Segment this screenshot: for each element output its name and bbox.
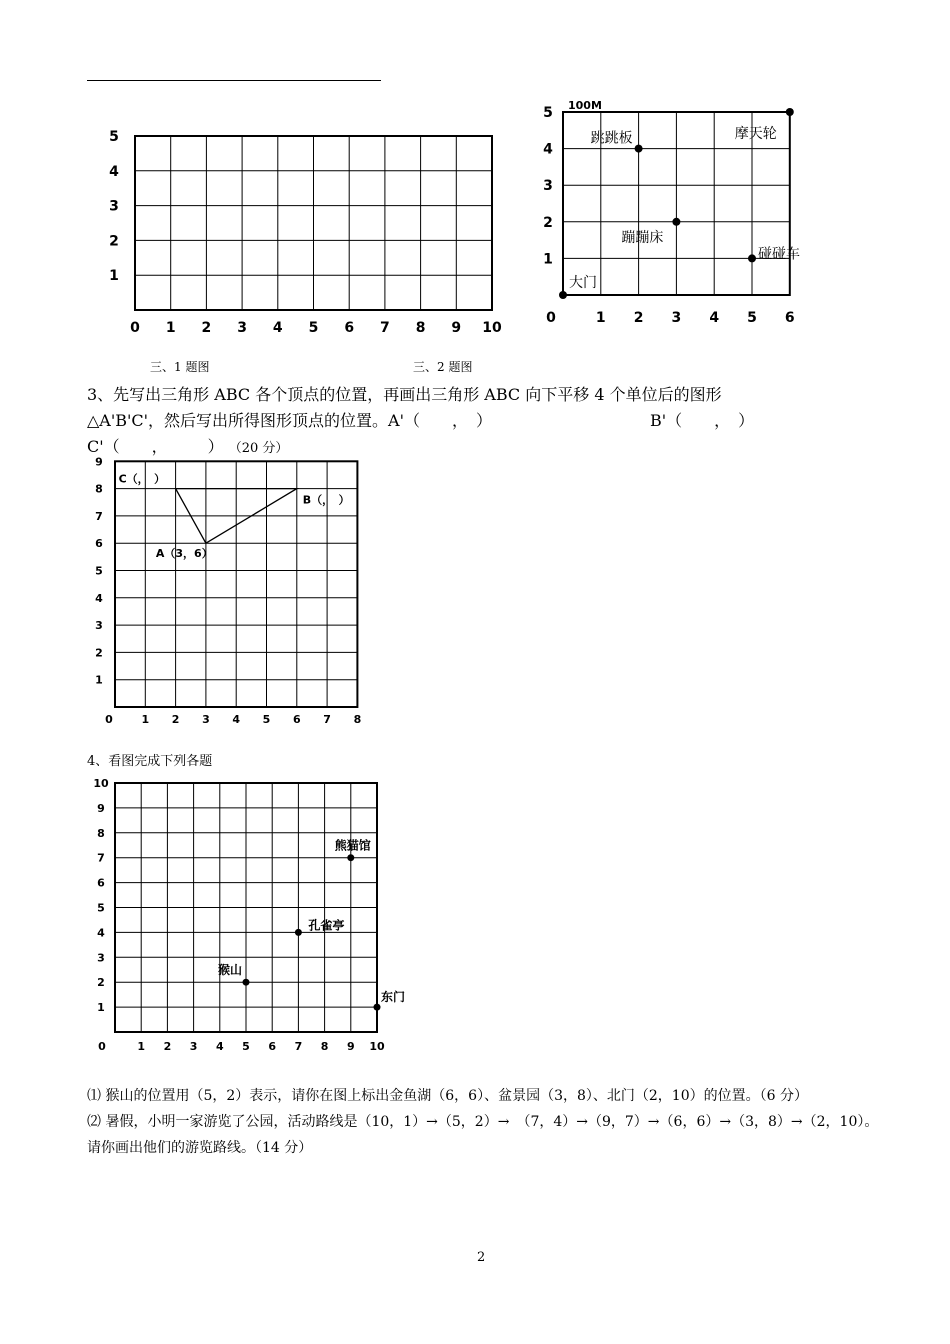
grid1-x-tick: 4	[272, 320, 283, 336]
grid3-x-tick: 1	[141, 713, 150, 726]
grid2-y-tick: 2	[543, 214, 553, 231]
grid2-x-tick: 1	[595, 310, 606, 326]
label-c: C（， ）	[118, 472, 166, 486]
grid4-point	[243, 979, 250, 986]
grid3-y-tick: 7	[95, 509, 103, 523]
grid2-y-tick: 1	[543, 251, 553, 268]
grid2-point-label: 碰碰车	[758, 246, 800, 263]
grid4-y-tick: 9	[97, 801, 105, 815]
grid1-x-tick: 0	[130, 320, 140, 336]
grid2-y-tick: 4	[543, 141, 553, 158]
grid4-y-tick: 1	[97, 1001, 105, 1015]
grid3-x-tick: 7	[323, 713, 331, 726]
grid4-y-tick: 8	[97, 826, 105, 840]
grid2-scale-label: 100M	[568, 99, 602, 112]
grid2-point	[672, 218, 680, 226]
grid3-x-tick: 4	[232, 713, 241, 726]
grid1-x-tick: 3	[237, 320, 247, 336]
grid1-y-tick: 5	[109, 129, 119, 145]
grid4-x-tick: 1	[137, 1040, 146, 1053]
grid2-x-tick: 6	[784, 310, 795, 326]
grid4-x-tick: 6	[268, 1040, 277, 1053]
grid3-y-tick: 8	[95, 482, 103, 496]
grid4-x-tick: 3	[189, 1040, 198, 1053]
grid2-x-tick: 3	[671, 310, 682, 326]
grid4-point-label: 猴山	[218, 963, 243, 978]
q4-task2: ⑵ 暑假，小明一家游览了公园，活动路线是（10，1）→（5，2）→ （7，4）→（9，7）→（6，6）→（3，8）→（2，10）。	[87, 1114, 879, 1130]
grid-figure-4	[85, 772, 425, 1062]
q3-line2a: △A'B'C'，然后写出所得图形顶点的位置。A'（ ， ）	[87, 411, 493, 430]
grid2-point	[635, 145, 643, 153]
grid1-x-tick: 1	[165, 320, 176, 336]
grid3-x-tick: 0	[105, 713, 113, 726]
grid2-point-label: 大门	[569, 275, 597, 291]
q3-score: （20 分）	[228, 441, 289, 456]
grid4-x-tick: 7	[294, 1040, 303, 1053]
grid1-x-tick: 9	[451, 320, 462, 336]
grid2-point	[786, 108, 794, 116]
grid4-point	[374, 1004, 381, 1011]
grid3-x-tick: 3	[202, 713, 210, 726]
page-number: 2	[477, 1250, 486, 1265]
grid4-point-label: 东门	[381, 990, 406, 1005]
grid1-y-tick: 1	[109, 268, 119, 285]
grid-figure-2	[535, 95, 825, 335]
label-b: B（， ）	[302, 493, 350, 507]
q3-line1: 3、先写出三角形 ABC 各个顶点的位置，再画出三角形 ABC 向下平移 4 个单位后的图形	[87, 385, 722, 404]
grid4-y-tick: 4	[97, 926, 105, 940]
grid1-x-tick: 10	[482, 320, 502, 336]
grid4-y-tick: 7	[97, 851, 105, 865]
grid1-x-tick: 2	[201, 320, 212, 336]
q3-line2b: B'（ ， ）	[650, 411, 755, 430]
caption-figure-1: 三、1 题图	[150, 360, 210, 374]
grid4-x-tick: 8	[320, 1040, 329, 1053]
top-rule	[87, 80, 381, 81]
grid-figure-1	[100, 115, 520, 345]
grid3-x-tick: 5	[262, 713, 271, 726]
grid4-point	[347, 854, 354, 861]
grid4-point-label: 熊猫馆	[334, 838, 371, 853]
grid4-point	[295, 929, 302, 936]
q4-task3: 请你画出他们的游览路线。（14 分）	[87, 1140, 313, 1156]
grid4-x-tick: 10	[369, 1040, 385, 1053]
q4-task1: ⑴ 猴山的位置用（5，2）表示，请你在图上标出金鱼湖（6，6）、盆景园（3，8）、北门（2，10）的位置。（6 分）	[87, 1088, 808, 1104]
grid4-point-label: 孔雀亭	[308, 918, 345, 933]
grid2-y-tick: 5	[543, 105, 553, 121]
grid4-x-tick: 0	[98, 1040, 106, 1053]
grid3-y-tick: 5	[95, 564, 103, 578]
grid3-y-tick: 3	[95, 619, 103, 633]
grid3-y-tick: 2	[95, 646, 103, 660]
grid1-x-tick: 5	[308, 320, 319, 336]
grid4-y-tick: 10	[93, 777, 109, 790]
grid2-point-label: 蹦蹦床	[621, 229, 664, 246]
grid3-y-tick: 4	[95, 591, 103, 605]
grid-figure-3	[85, 455, 385, 735]
grid4-y-tick: 3	[97, 951, 105, 965]
grid3-y-tick: 1	[95, 673, 103, 687]
grid2-x-tick: 5	[747, 310, 757, 326]
grid4-y-tick: 5	[97, 901, 105, 915]
grid2-point	[748, 254, 756, 262]
grid4-x-tick: 2	[163, 1040, 172, 1053]
grid4-x-tick: 4	[215, 1040, 224, 1053]
grid4-x-tick: 5	[242, 1040, 250, 1053]
grid2-point-label: 跳跳板	[590, 130, 633, 147]
grid1-x-tick: 6	[344, 320, 355, 336]
grid1-y-tick: 3	[109, 198, 119, 215]
q4-title: 4、看图完成下列各题	[87, 754, 213, 769]
grid3-y-tick: 9	[95, 455, 103, 469]
label-a: A（3，6）	[155, 547, 213, 561]
grid4-x-tick: 9	[346, 1040, 355, 1053]
q3-line3: C'（ ， ）	[87, 437, 224, 456]
grid3-x-tick: 6	[292, 713, 301, 726]
grid2-x-tick: 0	[546, 310, 556, 326]
grid2-y-tick: 3	[543, 178, 553, 195]
grid4-y-tick: 2	[97, 976, 105, 990]
grid4-y-tick: 6	[97, 876, 105, 890]
grid3-x-tick: 2	[171, 713, 180, 726]
grid1-y-tick: 4	[109, 163, 119, 180]
grid2-point-label: 摩天轮	[734, 126, 777, 142]
grid2-x-tick: 2	[633, 310, 644, 326]
grid1-x-tick: 7	[380, 320, 390, 336]
grid2-x-tick: 4	[709, 310, 720, 326]
grid3-x-tick: 8	[353, 713, 362, 726]
grid1-y-tick: 2	[109, 233, 119, 250]
grid1-x-tick: 8	[415, 320, 426, 336]
grid2-point	[559, 291, 567, 299]
grid3-y-tick: 6	[95, 537, 103, 551]
caption-figure-2: 三、2 题图	[413, 360, 473, 374]
